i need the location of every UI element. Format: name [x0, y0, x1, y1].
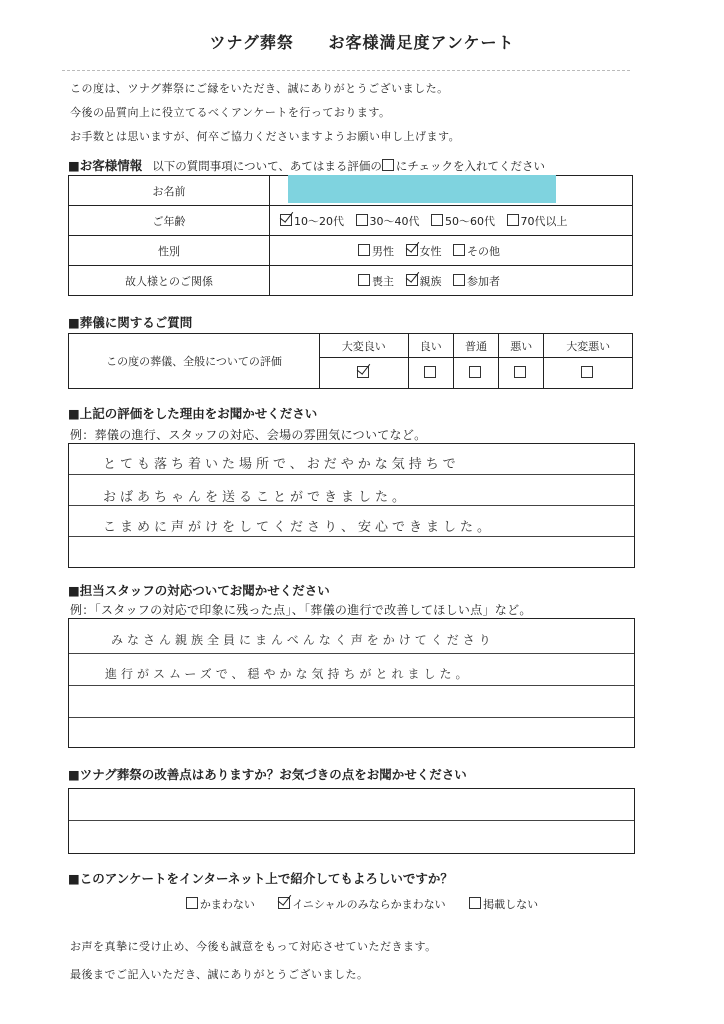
name-redaction — [288, 175, 556, 203]
rating-checkbox-average[interactable] — [469, 366, 481, 378]
publish-options: かまわない イニシャルのみならかまわない 掲載しない — [0, 896, 724, 912]
ruled-line — [69, 717, 634, 718]
relation-checkbox-relative[interactable] — [406, 274, 418, 286]
improvement-answer-box[interactable] — [68, 788, 635, 854]
ruled-line — [69, 474, 634, 475]
customer-info-heading: ■お客様情報 以下の質問事項について、あてはまる評価の にチェックを入れてください — [68, 158, 546, 173]
relation-checkbox-attendee[interactable] — [453, 274, 465, 286]
ruled-line — [69, 536, 634, 537]
publish-heading: ■このアンケートをインターネット上で紹介してもよろしいですか？ — [68, 871, 453, 886]
reason-heading: ■上記の評価をした理由をお聞かせください — [68, 406, 318, 421]
survey-title — [0, 30, 724, 53]
org-name: ツナグ葬祭 — [209, 33, 294, 52]
outro-line-1: お声を真摯に受け止め、今後も誠意をもって対応させていただきます。 — [70, 940, 437, 953]
relation-options: 喪主 親族 参加者 — [270, 266, 633, 296]
publish-checkbox-do-not-publish[interactable] — [469, 897, 481, 909]
ruled-line — [69, 505, 634, 506]
reason-answer-line-3: こまめに声がけをしてくださり、安心できました。 — [103, 520, 495, 535]
rating-header-bad: 悪い — [499, 334, 544, 358]
title-divider — [62, 70, 630, 71]
reason-answer-box[interactable] — [68, 443, 635, 568]
outro-line-2: 最後までご記入いただき、誠にありがとうございました。 — [70, 968, 369, 981]
improvement-heading: ■ツナグ葬祭の改善点はありますか？お気づきの点をお聞かせください — [68, 767, 467, 782]
reason-example: 例：葬儀の進行、スタッフの対応、会場の雰囲気についてなど。 — [70, 428, 427, 442]
intro-line-2: 今後の品質向上に役立てるべくアンケートを行っております。 — [70, 106, 391, 119]
staff-heading: ■担当スタッフの対応ついてお聞かせください — [68, 583, 330, 598]
staff-answer-line-2: 進行がスムーズで、穏やかな気持ちがとれました。 — [105, 667, 472, 681]
staff-answer-line-1: みなさん親族全員にまんべんなく声をかけてくださり — [111, 633, 495, 647]
relation-label: 故人様とのご関係 — [69, 266, 270, 296]
funeral-rating-table — [68, 333, 633, 389]
publish-checkbox-ok[interactable] — [186, 897, 198, 909]
staff-example: 例：「スタッフの対応で印象に残った点」、「葬儀の進行で改善してほしい点」など。 — [70, 603, 532, 617]
rating-header-very-bad: 大変悪い — [544, 334, 633, 358]
rating-header-good: 良い — [408, 334, 453, 358]
age-options: 10～20代 30～40代 50～60代 70代以上 — [270, 206, 633, 236]
rating-header-average: 普通 — [453, 334, 498, 358]
gender-options: 男性 女性 その他 — [270, 236, 633, 266]
reason-answer-line-2: おばあちゃんを送ることができました。 — [103, 490, 410, 505]
page-title: お客様満足度アンケート — [328, 33, 515, 52]
rating-checkbox-very-good[interactable] — [357, 366, 369, 378]
gender-checkbox-female[interactable] — [406, 244, 418, 256]
name-label: お名前 — [69, 176, 270, 206]
rating-checkbox-good[interactable] — [424, 366, 436, 378]
staff-answer-box[interactable] — [68, 618, 635, 748]
reason-answer-line-1: とても落ち着いた場所で、おだやかな気持ちで — [103, 457, 460, 472]
age-checkbox-50-60[interactable] — [431, 214, 443, 226]
age-checkbox-10-20[interactable] — [280, 214, 292, 226]
age-label: ご年齢 — [69, 206, 270, 236]
relation-checkbox-chief-mourner[interactable] — [358, 274, 370, 286]
ruled-line — [69, 653, 634, 654]
gender-label: 性別 — [69, 236, 270, 266]
sample-checkbox — [382, 159, 394, 171]
intro-line-3: お手数とは思いますが、何卒ご協力くださいますようお願い申し上げます。 — [70, 130, 461, 143]
rating-checkbox-bad[interactable] — [514, 366, 526, 378]
age-checkbox-70-plus[interactable] — [507, 214, 519, 226]
gender-checkbox-male[interactable] — [358, 244, 370, 256]
funeral-heading: ■葬儀に関するご質問 — [68, 315, 193, 330]
intro-line-1: この度は、ツナグ葬祭にご縁をいただき、誠にありがとうございました。 — [70, 82, 449, 95]
rating-checkbox-very-bad[interactable] — [581, 366, 593, 378]
gender-checkbox-other[interactable] — [453, 244, 465, 256]
rating-question: この度の葬儀、全般についての評価 — [69, 334, 320, 389]
publish-checkbox-initials-only[interactable] — [278, 897, 290, 909]
ruled-line — [69, 685, 634, 686]
age-checkbox-30-40[interactable] — [356, 214, 368, 226]
rating-header-very-good: 大変良い — [320, 334, 409, 358]
ruled-line — [69, 820, 634, 821]
